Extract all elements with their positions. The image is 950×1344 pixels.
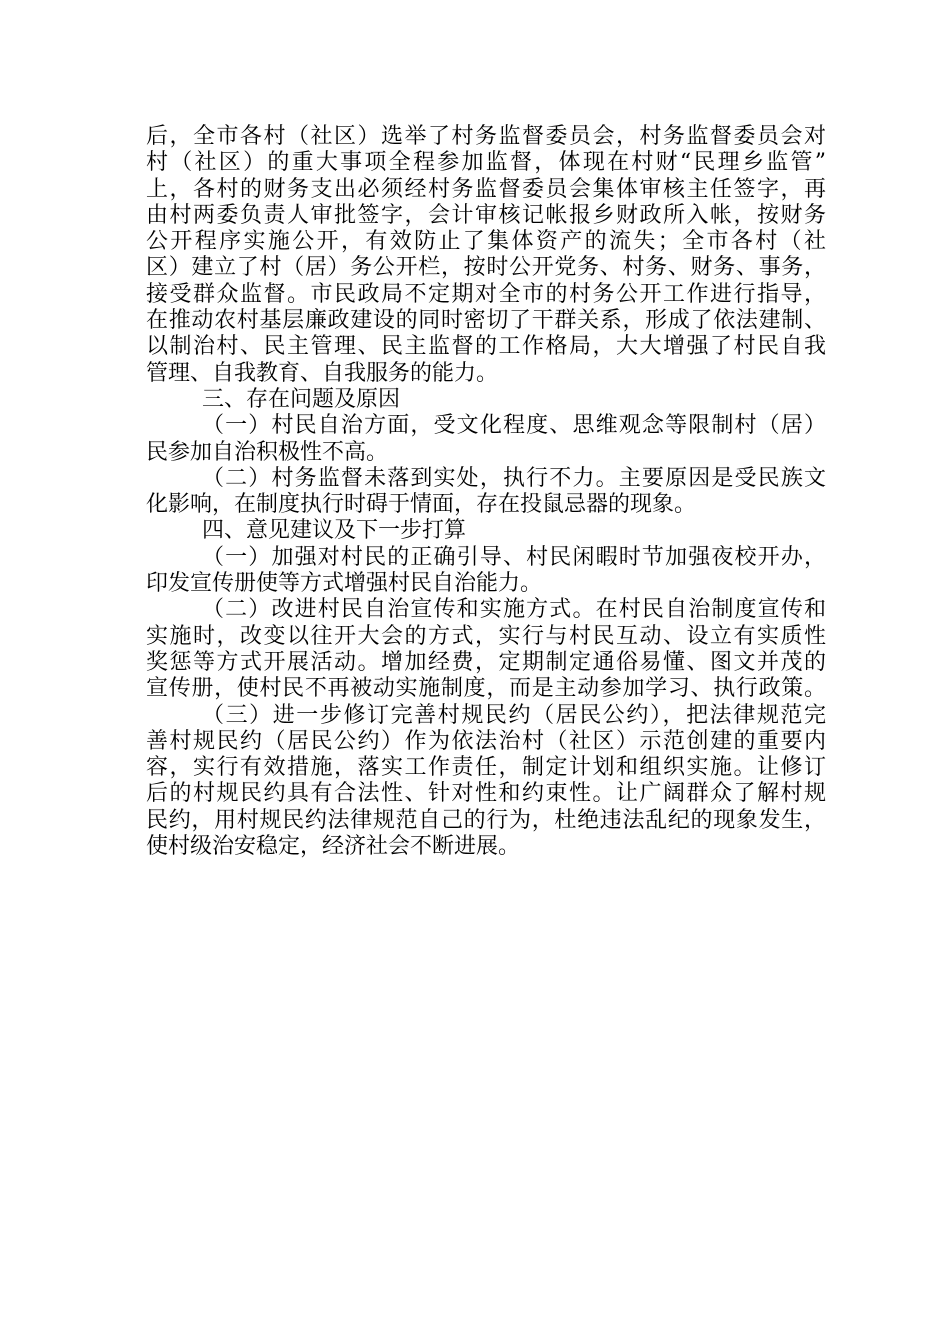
body-text-line: 村（社区）的重大事项全程参加监督，体现在村财“民理乡监管” bbox=[146, 150, 826, 176]
body-text-line: 善村规民约（居民公约）作为依法治村（社区）示范创建的重要内 bbox=[146, 728, 826, 754]
body-text-line: （一）村民自治方面，受文化程度、思维观念等限制村（居） bbox=[202, 413, 826, 439]
body-text-line: 印发宣传册使等方式增强村民自治能力。 bbox=[146, 571, 543, 597]
body-text-line: 后的村规民约具有合法性、针对性和约束性。让广阔群众了解村规 bbox=[146, 781, 826, 807]
body-text-line: 民约，用村规民约法律规范自己的行为，杜绝违法乱纪的现象发生， bbox=[146, 807, 826, 833]
body-text-line: 后，全市各村（社区）选举了村务监督委员会，村务监督委员会对 bbox=[146, 124, 826, 149]
body-text-line: 由村两委负责人审批签字，会计审核记帐报乡财政所入帐，按财务 bbox=[146, 202, 826, 228]
body-text-line: 容，实行有效措施，落实工作责任，制定计划和组织实施。让修订 bbox=[146, 755, 826, 781]
body-text-line: 管理、自我教育、自我服务的能力。 bbox=[146, 360, 499, 386]
body-text-line: 四、意见建议及下一步打算 bbox=[202, 518, 467, 544]
body-text-line: 实施时，改变以往开大会的方式，实行与村民互动、设立有实质性 bbox=[146, 623, 826, 649]
body-text-line: 在推动农村基层廉政建设的同时密切了干群关系，形成了依法建制、 bbox=[146, 308, 826, 334]
document-body-text bbox=[146, 124, 826, 860]
body-text-line: （三）进一步修订完善村规民约（居民公约），把法律规范完 bbox=[202, 702, 826, 728]
body-text-line: 宣传册，使村民不再被动实施制度，而是主动参加学习、执行政策。 bbox=[146, 676, 826, 702]
body-text-line: 以制治村、民主管理、民主监督的工作格局，大大增强了村民自我 bbox=[146, 334, 826, 360]
body-text-line: 奖惩等方式开展活动。增加经费，定期制定通俗易懂、图文并茂的 bbox=[146, 649, 826, 675]
body-text-line: 化影响，在制度执行时碍于情面，存在投鼠忌器的现象。 bbox=[146, 492, 697, 518]
body-text-line: 民参加自治积极性不高。 bbox=[146, 439, 389, 465]
body-text-line: 上，各村的财务支出必须经村务监督委员会集体审核主任签字，再 bbox=[146, 176, 826, 202]
body-text-line: 三、存在问题及原因 bbox=[202, 386, 401, 412]
body-text-line: （二）村务监督未落到实处，执行不力。主要原因是受民族文 bbox=[202, 465, 826, 491]
body-text-line: （二）改进村民自治宣传和实施方式。在村民自治制度宣传和 bbox=[202, 597, 826, 623]
body-text-line: （一）加强对村民的正确引导、村民闲暇时节加强夜校开办， bbox=[202, 544, 826, 570]
body-text-line: 区）建立了村（居）务公开栏，按时公开党务、村务、财务、事务， bbox=[146, 255, 826, 281]
body-text-line: 使村级治安稳定，经济社会不断进展。 bbox=[146, 834, 521, 860]
body-text-line: 接受群众监督。市民政局不定期对全市的村务公开工作进行指导， bbox=[146, 281, 826, 307]
body-text-line: 公开程序实施公开，有效防止了集体资产的流失；全市各村（社 bbox=[146, 229, 826, 255]
